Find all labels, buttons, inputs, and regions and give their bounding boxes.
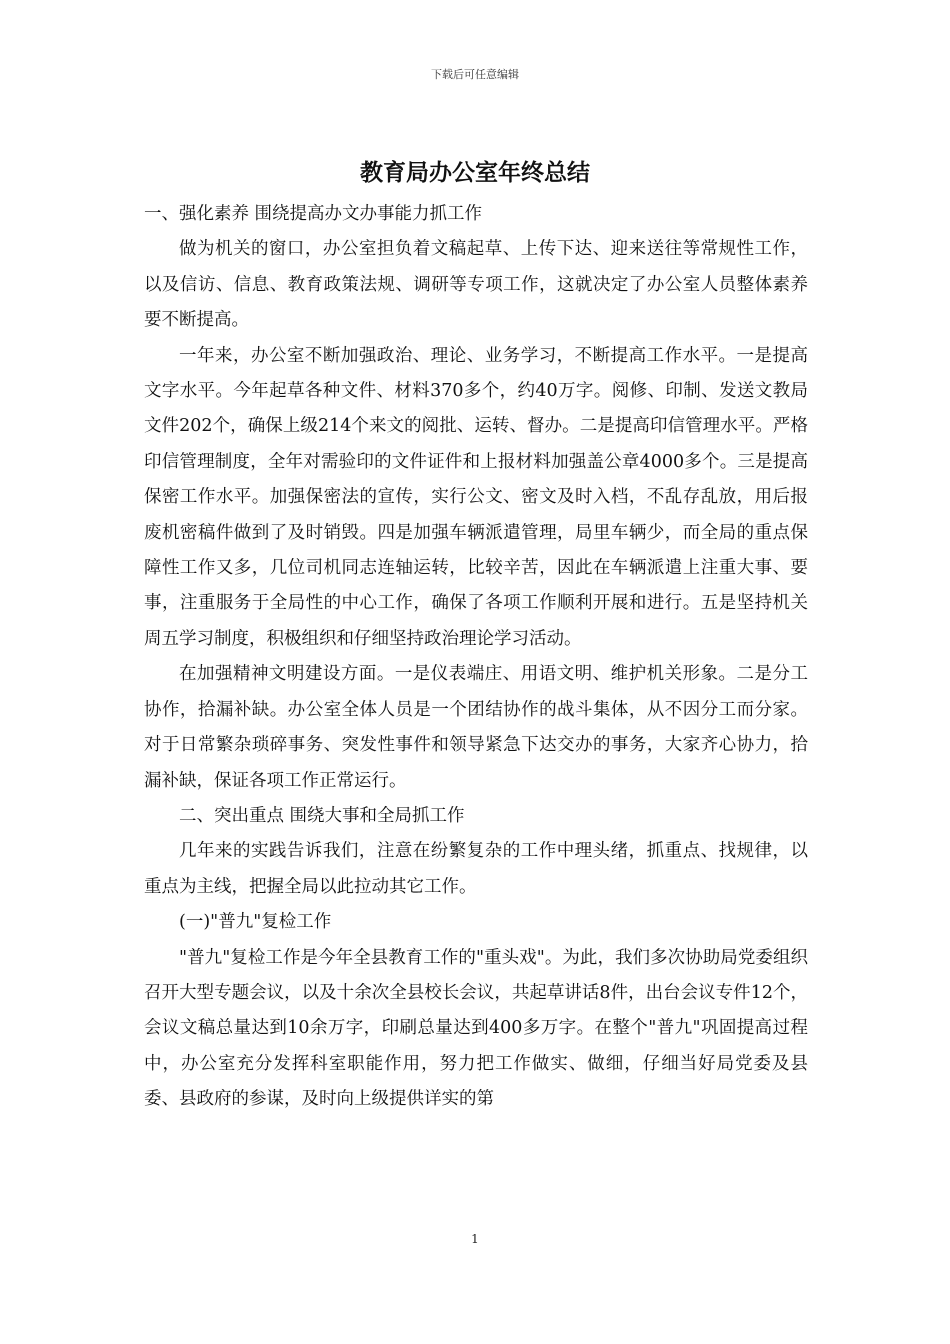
subsection-heading: (一)"普九"复检工作 — [179, 912, 332, 933]
document-title: 教育局办公室年终总结 — [360, 160, 590, 186]
section-heading-1: 一、强化素养 围绕提高办文办事能力抓工作 — [144, 204, 483, 224]
paragraph: 在加强精神文明建设方面。一是仪表端庄、用语文明、维护机关形象。二是分工协作，拾漏补缺。办公室全体人员是一个团结协作的战斗集体，从不因分工而分家。对于日常繁杂琐碎事务、突发性事件和领导紧急下达交办的事务，大家齐心协力，拾漏补缺，保证各项工作正常运行。 — [144, 664, 808, 791]
section-heading-2: 二、突出重点 围绕大事和全局抓工作 — [179, 805, 465, 826]
page-number: 1 — [471, 1232, 479, 1246]
header-note: 下载后可任意编辑 — [431, 68, 519, 81]
paragraph: 做为机关的窗口，办公室担负着文稿起草、上传下达、迎来送往等常规性工作，以及信访、信息、教育政策法规、调研等专项工作，这就决定了办公室人员整体素养要不断提高。 — [144, 239, 808, 331]
paragraph: 一年来，办公室不断加强政治、理论、业务学习，不断提高工作水平。一是提高文字水平。今年起草各种文件、材料370多个，约40万字。阅修、印制、发送文教局文件202个，确保上级214个来文的阅批、运转、督办。二是提高印信管理水平。严格印信管理制度，全年对需验印的文件证件和上报材料加强盖公章4000多个。三是提高保密工作水平。加强保密法的宣传，实行公文、密文及时入档，不乱存乱放，用后报废机密稿件做到了及时销毁。四是加强车辆派遣管理，局里车辆少，而全局的重点保障性工作又多，几位司机同志连轴运转，比较辛苦，因此在车辆派遣上注重大事、要事，注重服务于全局性的中心工作，确保了各项工作顺利开展和进行。五是坚持机关周五学习制度，积极组织和仔细坚持政治理论学习活动。 — [144, 345, 808, 649]
document-body — [144, 197, 808, 1118]
paragraph: 几年来的实践告诉我们，注意在纷繁复杂的工作中理头绪，抓重点、找规律，以重点为主线，把握全局以此拉动其它工作。 — [144, 841, 808, 897]
paragraph: "普九"复检工作是今年全县教育工作的"重头戏"。为此，我们多次协助局党委组织召开大型专题会议，以及十余次全县校长会议，共起草讲话8件，出台会议专件12个，会议文稿总量达到10余万字，印刷总量达到400多万字。在整个"普九"巩固提高过程中，办公室充分发挥科室职能作用，努力把工作做实、做细，仔细当好局党委及县委、县政府的参谋，及时向上级提供详实的第 — [144, 947, 808, 1110]
